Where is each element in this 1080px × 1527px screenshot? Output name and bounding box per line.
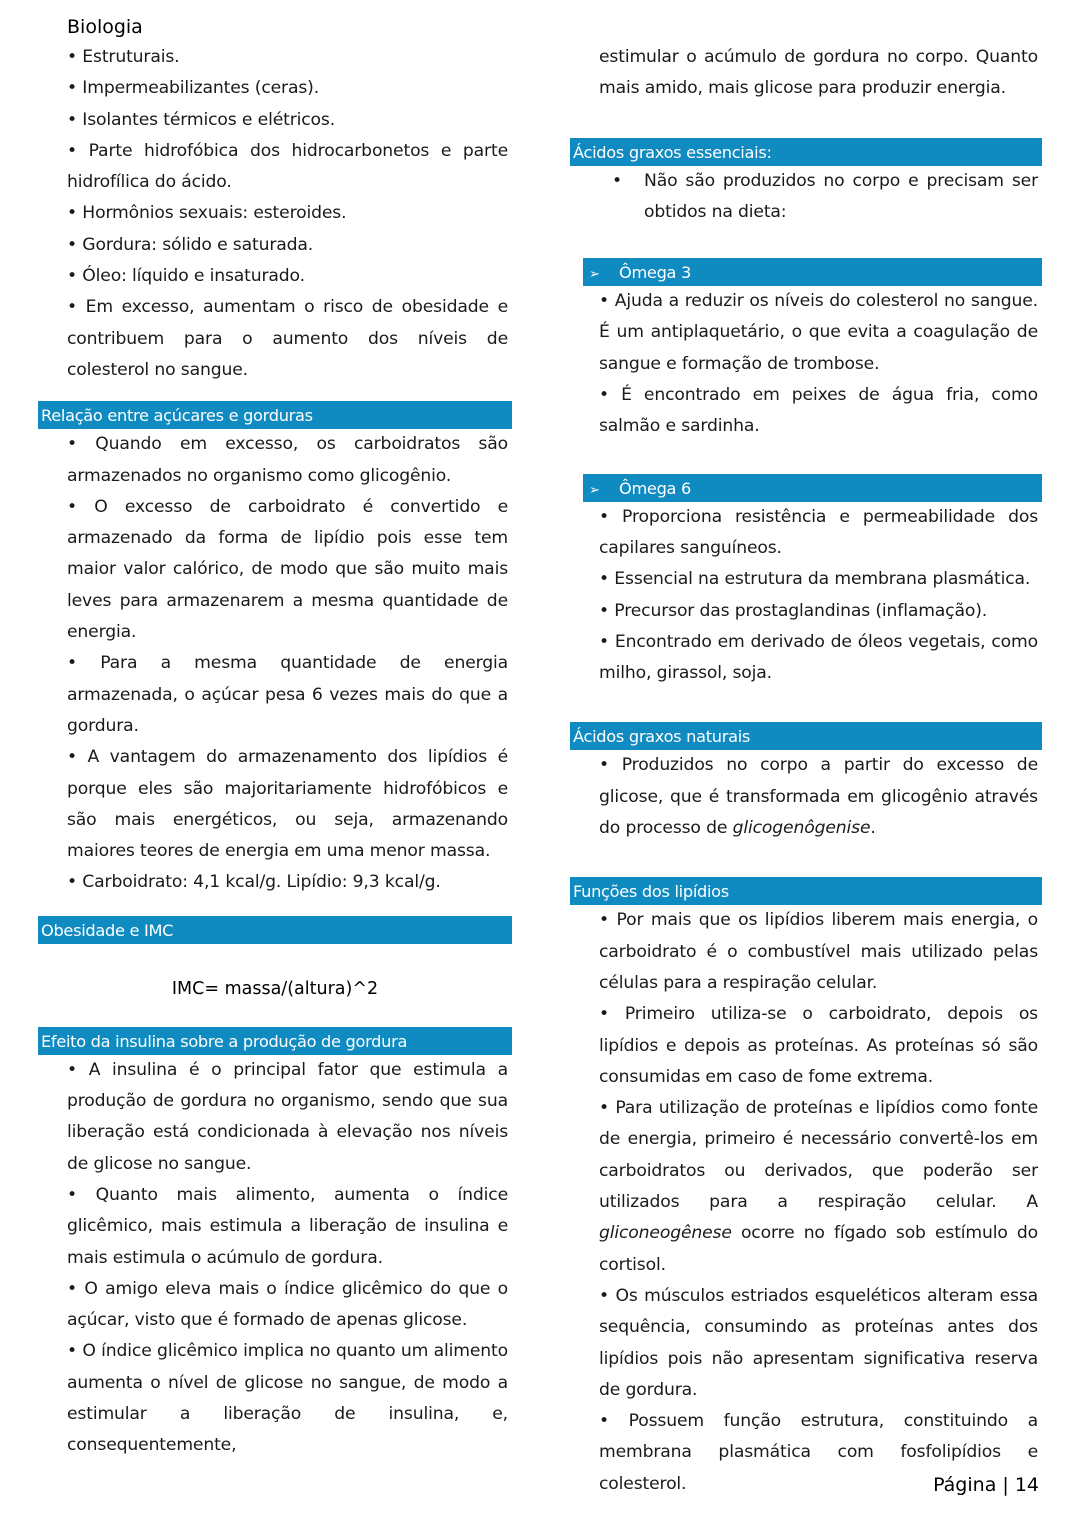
list-item: • Hormônios sexuais: esteroides. bbox=[67, 203, 347, 224]
list-item: • Ajuda a reduzir os níveis do colesterol no sangue. É um antiplaquetário, o que evita a coagulação de sangue e formação de trombose. bbox=[599, 291, 1038, 374]
section-title-essential-fatty-acids: Ácidos graxos essenciais: bbox=[570, 138, 1042, 166]
intro-list bbox=[38, 42, 512, 386]
insulin-list bbox=[38, 1055, 512, 1462]
list-item: Não são produzidos no corpo e precisam ser obtidos na dieta: bbox=[644, 170, 1038, 222]
text: ocorre no fígado sob estímulo do cortisol. bbox=[599, 1223, 1038, 1275]
page-number: Página | 14 bbox=[933, 1474, 1039, 1496]
right-column bbox=[570, 42, 1042, 1500]
arrow-bullet-icon: ➢ bbox=[589, 267, 600, 283]
list-item: • Por mais que os lipídios liberem mais energia, o carboidrato é o combustível mais utilizado pelas células para a respiração celular. bbox=[599, 910, 1038, 993]
list-item: • Os músculos estriados esqueléticos alteram essa sequência, consumindo as proteínas antes dos lipídios pois não apresentam significativa reserva de gordura. bbox=[599, 1285, 1038, 1400]
list-item: • Quando em excesso, os carboidratos são armazenados no organismo como glicogênio. bbox=[67, 434, 508, 486]
list-item: • Gordura: sólido e saturada. bbox=[67, 234, 314, 255]
list-item: • O amigo eleva mais o índice glicêmico do que o açúcar, visto que é formado de apenas glicose. bbox=[67, 1278, 508, 1331]
functions-list bbox=[570, 905, 1042, 1500]
omega-6-list bbox=[570, 502, 1042, 690]
subsection-omega-3 bbox=[583, 258, 1042, 286]
omega-3-list bbox=[570, 286, 1042, 442]
list-item: • Para a mesma quantidade de energia armazenada, o açúcar pesa 6 vezes mais do que a gordura. bbox=[67, 653, 508, 736]
section-title-obesity: Obesidade e IMC bbox=[38, 916, 512, 944]
list-item: • Essencial na estrutura da membrana plasmática. bbox=[599, 569, 1031, 590]
bullet: • bbox=[612, 170, 622, 191]
list-item: • Encontrado em derivado de óleos vegetais, como milho, girassol, soja. bbox=[599, 631, 1038, 684]
italic-term: glicogenôgenise bbox=[732, 818, 871, 839]
section-title-sugar-fat: Relação entre açúcares e gorduras bbox=[38, 401, 512, 429]
subsection-title: Ômega 6 bbox=[619, 478, 692, 498]
list-item: • Precursor das prostaglandinas (inflamação). bbox=[599, 600, 988, 621]
list-item bbox=[599, 750, 1038, 844]
arrow-bullet-icon: ➢ bbox=[589, 482, 600, 498]
list-item: • Proporciona resistência e permeabilidade dos capilares sanguíneos. bbox=[599, 506, 1038, 558]
list-item: • Primeiro utiliza-se o carboidrato, depois os lipídios e depois as proteínas. As proteínas só são consumidas em caso de fome extrema. bbox=[599, 1004, 1038, 1087]
continuation-text bbox=[570, 42, 1042, 105]
list-item: • Em excesso, aumentam o risco de obesidade e contribuem para o aumento dos níveis de colesterol no sangue. bbox=[67, 297, 508, 380]
section-title-lipid-functions: Funções dos lipídios bbox=[570, 877, 1042, 905]
list-item: • Óleo: líquido e insaturado. bbox=[67, 266, 305, 287]
text: • Produzidos no corpo a partir do excesso de glicose, que é transformada em glicogênio através do processo de bbox=[599, 755, 1038, 839]
list-item: • Carboidrato: 4,1 kcal/g. Lipídio: 9,3 kcal/g. bbox=[67, 872, 441, 893]
list-item: • A vantagem do armazenamento dos lipídios é porque eles são majoritariamente hidrofóbicos e são mais energéticos, ou seja, armazenando maiores teores de energia em uma menor massa. bbox=[67, 747, 508, 862]
list-item: • O índice glicêmico implica no quanto um alimento aumenta o nível de glicose no sangue, de modo a estimular a liberação de insulina, e, consequentemente, bbox=[67, 1341, 508, 1456]
bmi-formula: IMC= massa/(altura)^2 bbox=[171, 978, 379, 999]
list-item: • Impermeabilizantes (ceras). bbox=[67, 78, 320, 99]
section-title-natural-fatty-acids: Ácidos graxos naturais bbox=[570, 722, 1042, 750]
list-item: • O excesso de carboidrato é convertido e armazenado da forma de lipídio pois esse tem maior valor calórico, de modo que são muito mais leves para armazenarem a mesma quantidade de energia. bbox=[67, 496, 508, 643]
sugar-fat-list bbox=[38, 429, 512, 898]
text: . bbox=[870, 818, 876, 839]
subsection-title: Ômega 3 bbox=[619, 263, 692, 283]
text: • Para utilização de proteínas e lipídios como fonte de energia, primeiro é necessário convertê-los em carboidratos ou derivados, que poderão ser utilizados para a respiração celular. A bbox=[599, 1098, 1038, 1213]
subject-header: Biologia bbox=[67, 16, 143, 38]
section-title-insulin: Efeito da insulina sobre a produção de gordura bbox=[38, 1027, 512, 1055]
subsection-omega-6 bbox=[583, 474, 1042, 502]
list-item: • Isolantes térmicos e elétricos. bbox=[67, 109, 336, 130]
list-item bbox=[599, 1093, 1038, 1281]
list-item: • É encontrado em peixes de água fria, como salmão e sardinha. bbox=[599, 385, 1038, 437]
list-item: • Estruturais. bbox=[67, 47, 180, 67]
list-item: • A insulina é o principal fator que estimula a produção de gordura no organismo, sendo que sua liberação está condicionada à elevação nos níveis de glicose no sangue. bbox=[67, 1059, 508, 1174]
natural-list bbox=[570, 750, 1042, 844]
essential-list bbox=[570, 166, 1042, 229]
left-column bbox=[38, 42, 512, 1462]
list-item: • Quanto mais alimento, aumenta o índice glicêmico, mais estimula a liberação de insulina e mais estimula o acúmulo de gordura. bbox=[67, 1184, 508, 1268]
paragraph: estimular o acúmulo de gordura no corpo. Quanto mais amido, mais glicose para produzir energia. bbox=[599, 47, 1038, 99]
list-item: • Parte hidrofóbica dos hidrocarbonetos e parte hidrofílica do ácido. bbox=[67, 140, 508, 193]
list-item: • Possuem função estrutura, constituindo a membrana plasmática com fosfolipídios e colesterol. bbox=[599, 1411, 1038, 1494]
italic-term: gliconeogênese bbox=[599, 1223, 732, 1244]
